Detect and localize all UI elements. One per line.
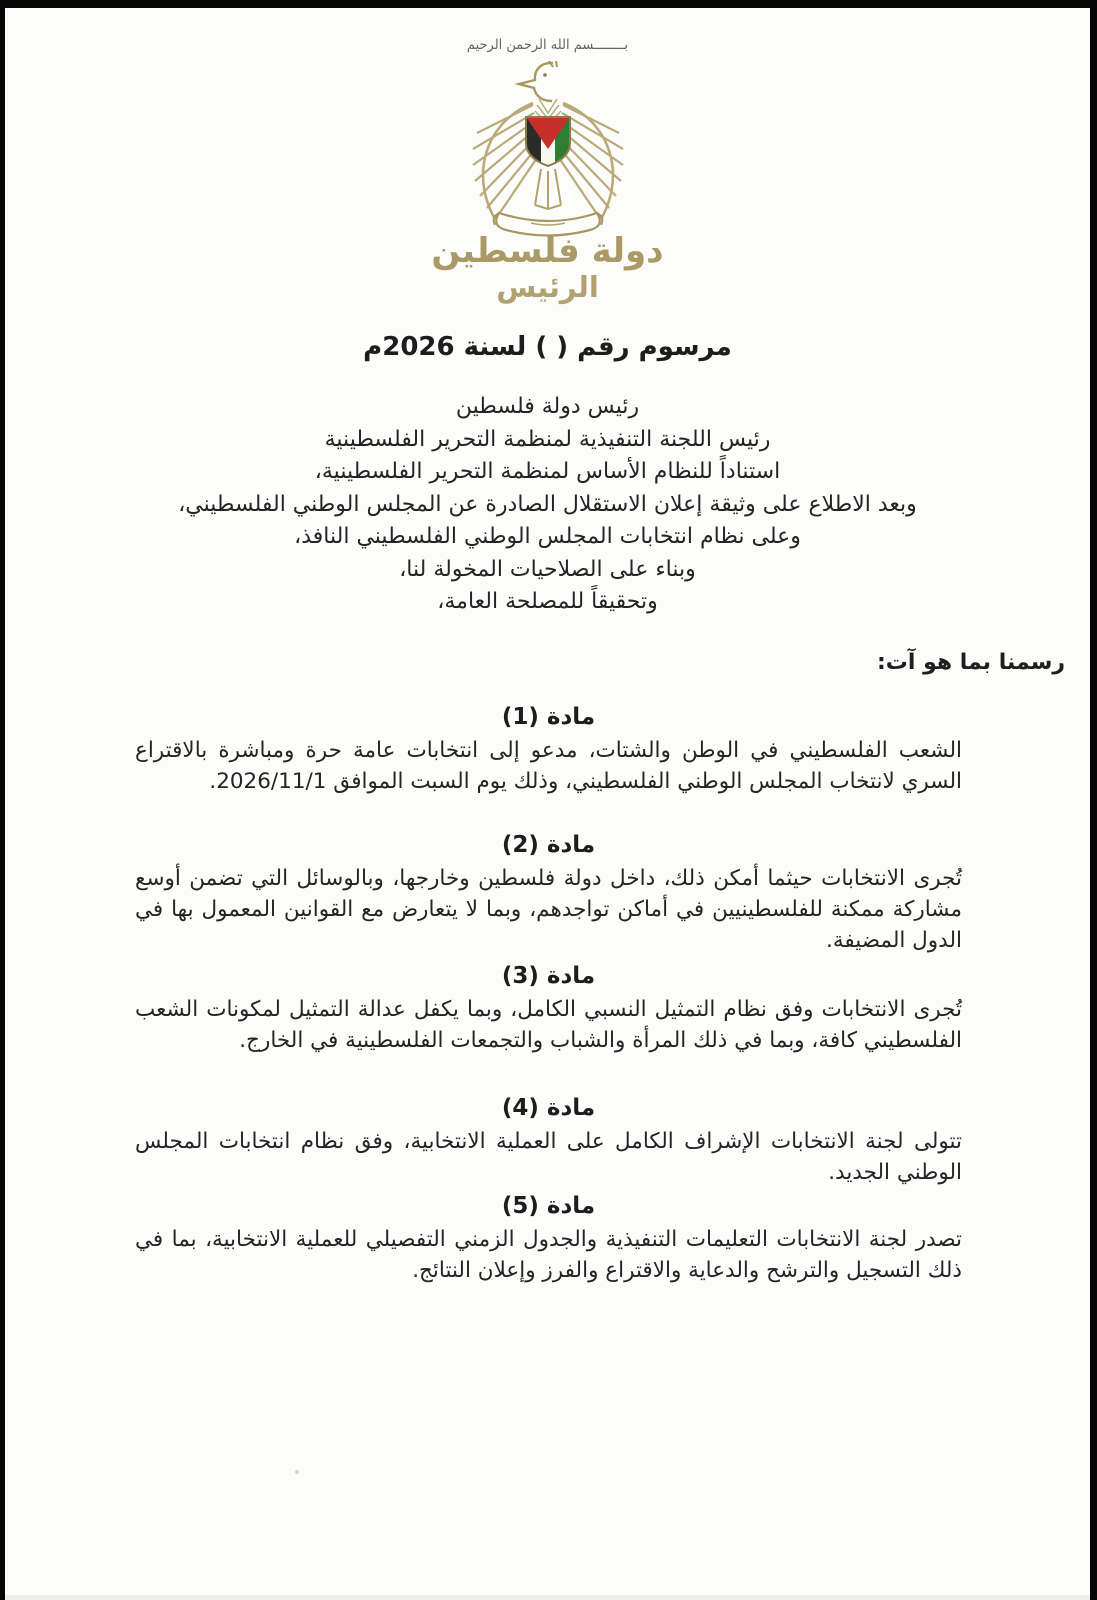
scanned-decree-page (5, 8, 1090, 1600)
article-2-body: تُجرى الانتخابات حيثما أمكن ذلك، داخل دولة فلسطين وخارجها، وبالوسائل التي تضمن أوسع مشاركة ممكنة للفلسطينيين في أماكن تواجدهم، وبما لا يتعارض مع القوانين المعمول بها في الدول المضيفة. (135, 865, 962, 953)
preamble-line: رئيس اللجنة التنفيذية لمنظمة التحرير الفلسطينية (324, 426, 771, 452)
article-5 (135, 1190, 962, 1286)
preamble-line: وبناء على الصلاحيات المخولة لنا، (399, 556, 696, 582)
office-title-president: الرئيس (496, 270, 599, 304)
palestine-eagle-emblem (453, 55, 643, 237)
article-1 (135, 701, 962, 797)
bismillah-calligraphy: بــــــــسم الله الرحمن الرحيم (466, 37, 629, 54)
article-4-heading: مادة (4) (501, 1094, 596, 1121)
article-3 (135, 960, 962, 1056)
decree-clause: رسمنا بما هو آت: (876, 649, 1065, 675)
eagle-head (519, 61, 557, 101)
state-name: دولة فلسطين (431, 231, 664, 271)
article-5-heading: مادة (5) (501, 1192, 596, 1219)
article-5-body: تصدر لجنة الانتخابات التعليمات التنفيذية والجدول الزمني التفصيلي للعملية الانتخابية، بما في ذلك التسجيل والترشح والدعاية والاقتراع والفرز وإعلان النتائج. (135, 1226, 962, 1283)
article-4 (135, 1092, 962, 1188)
palestine-flag-shield (526, 117, 570, 169)
preamble-line: استناداً للنظام الأساس لمنظمة التحرير الفلسطينية، (314, 459, 781, 484)
article-4-body: تتولى لجنة الانتخابات الإشراف الكامل على العملية الانتخابية، وفق نظام انتخابات المجلس الوطني الجديد. (135, 1128, 962, 1185)
article-2 (135, 829, 962, 956)
preamble-line: رئيس دولة فلسطين (455, 394, 640, 419)
article-1-body: الشعب الفلسطيني في الوطن والشتات، مدعو إلى انتخابات عامة حرة ومباشرة بالاقتراع السري لانتخاب المجلس الوطني الفلسطيني، وذلك يوم السبت الموافق 2026/11/1. (135, 737, 962, 794)
eagle-tail (535, 169, 561, 209)
decree-title: مرسوم رقم ( ) لسنة 2026م (363, 332, 732, 362)
preamble-line: وتحقيقاً للمصلحة العامة، (437, 589, 658, 614)
article-2-heading: مادة (2) (501, 831, 596, 858)
scan-artifact (295, 1470, 299, 1474)
preamble (5, 391, 1090, 619)
scan-bottom-edge (5, 1595, 1090, 1600)
preamble-line: وعلى نظام انتخابات المجلس الوطني الفلسطيني النافذ، (294, 524, 801, 549)
article-3-heading: مادة (3) (501, 962, 596, 989)
preamble-line: وبعد الاطلاع على وثيقة إعلان الاستقلال الصادرة عن المجلس الوطني الفلسطيني، (178, 491, 917, 517)
articles-section (135, 701, 962, 1286)
article-1-heading: مادة (1) (501, 703, 596, 730)
article-3-body: تُجرى الانتخابات وفق نظام التمثيل النسبي الكامل، وبما يكفل عدالة التمثيل لمكونات الشعب الفلسطيني كافة، وبما في ذلك المرأة والشباب والتجمعات الفلسطينية في الخارج. (135, 996, 962, 1053)
letterhead (5, 8, 1090, 307)
